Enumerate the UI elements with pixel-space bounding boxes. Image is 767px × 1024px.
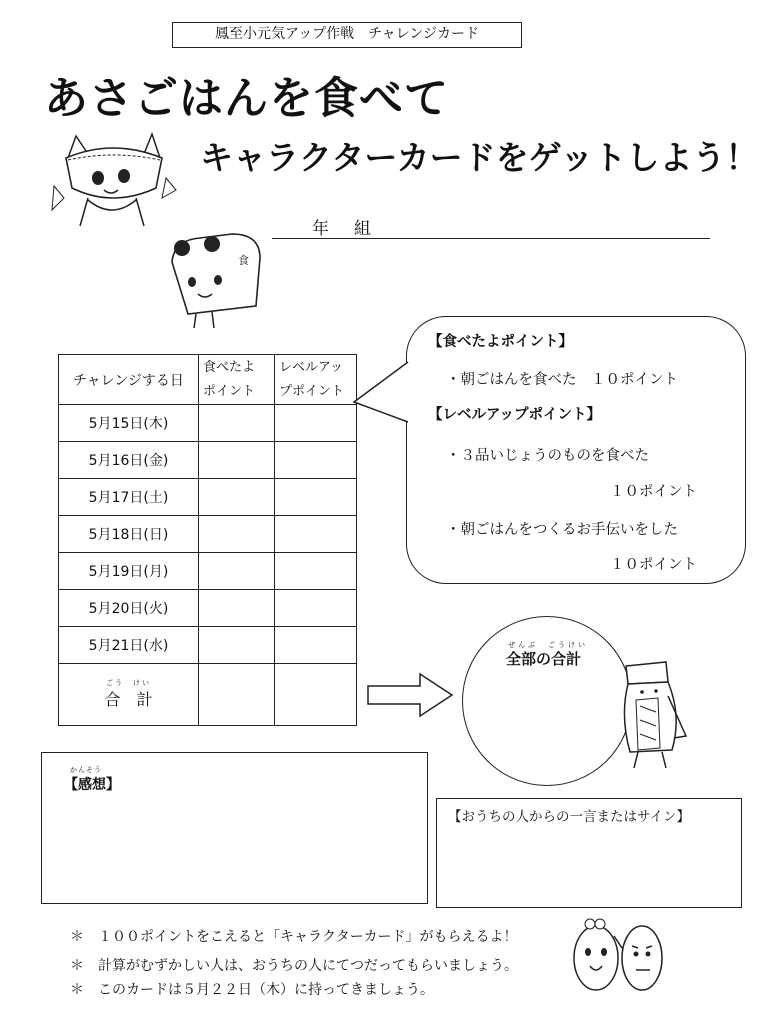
level-points-cell[interactable] [275, 479, 357, 516]
day-cell: 5月18日(日) [59, 516, 199, 553]
level-points-cell[interactable] [275, 516, 357, 553]
eat-points-cell[interactable] [199, 590, 275, 627]
level-points-item-1: ・３品いじょうのものを食べた [446, 448, 649, 464]
header-level-line-2: プポイント [279, 383, 345, 399]
header-eat-line-1: 食べたよ [203, 359, 256, 375]
family-comment-label: 【おうちの人からの一言またはサイン】 [448, 809, 691, 825]
level-points-item-1-points: １０ポイント [610, 484, 697, 500]
eat-points-cell[interactable] [199, 479, 275, 516]
eat-points-item: ・朝ごはんを食べた １０ポイント [446, 372, 678, 388]
header-level-line-1: レベルアッ [279, 359, 344, 375]
note-2: ＊ 計算がむずかしい人は、おうちの人にてつだってもらいましょう。 [70, 958, 518, 974]
header-eat-points [199, 355, 275, 405]
total-ruby: ぜんぶ ごうけい [508, 641, 588, 649]
level-points-cell[interactable] [275, 442, 357, 479]
rice-bowl-character-illustration [48, 128, 178, 238]
eat-points-cell[interactable] [199, 516, 275, 553]
note-1: ＊ １００ポイントをこえると「キャラクターカード」がもらえるよ！ [70, 929, 518, 945]
header-challenge-day: チャレンジする日 [59, 355, 199, 405]
chef-character-illustration [608, 656, 690, 776]
level-points-heading: 【レベルアップポイント】 [428, 407, 601, 423]
eat-points-cell[interactable] [199, 405, 275, 442]
impressions-ruby: かんそう [70, 766, 102, 774]
level-points-cell[interactable] [275, 405, 357, 442]
bubble-pointer [352, 360, 412, 430]
day-cell: 5月21日(水) [59, 627, 199, 664]
eat-points-heading: 【食べたよポイント】 [428, 334, 573, 350]
level-points-cell[interactable] [275, 590, 357, 627]
right-arrow-icon [364, 670, 456, 720]
eat-points-total-cell[interactable] [199, 664, 275, 726]
eat-points-cell[interactable] [199, 442, 275, 479]
total-label: 全部の合計 [506, 650, 582, 668]
total-label: 合 計 [104, 690, 153, 709]
header-label: 鳳至小元気アップ作戦 チャレンジカード [172, 22, 522, 48]
impressions-label: 【感想】 [64, 777, 120, 793]
eat-points-cell[interactable] [199, 627, 275, 664]
total-row-label [59, 664, 199, 726]
header-eat-line-2: ポイント [203, 383, 256, 399]
level-points-cell[interactable] [275, 553, 357, 590]
title-line-1: あさごはんを食べて [44, 73, 449, 124]
level-points-item-2: ・朝ごはんをつくるお手伝いをした [446, 522, 678, 538]
eat-points-cell[interactable] [199, 553, 275, 590]
level-points-total-cell[interactable] [275, 664, 357, 726]
day-cell: 5月16日(金) [59, 442, 199, 479]
title-line-2: キャラクターカードをゲットしよう！ [200, 138, 759, 177]
class-label: 年 組 [312, 219, 375, 239]
day-cell: 5月17日(土) [59, 479, 199, 516]
day-cell: 5月15日(木) [59, 405, 199, 442]
note-3: ＊ このカードは５月２２日（木）に持ってきましょう。 [70, 982, 434, 998]
day-cell: 5月20日(火) [59, 590, 199, 627]
bean-characters-illustration [560, 908, 670, 1008]
challenge-table [58, 354, 357, 726]
svg-text:食: 食 [238, 254, 249, 267]
header-level-points [275, 355, 357, 405]
total-ruby: ごう けい [106, 679, 151, 687]
level-points-item-2-points: １０ポイント [610, 557, 697, 573]
bread-character-illustration [160, 224, 270, 334]
level-points-cell[interactable] [275, 627, 357, 664]
day-cell: 5月19日(月) [59, 553, 199, 590]
